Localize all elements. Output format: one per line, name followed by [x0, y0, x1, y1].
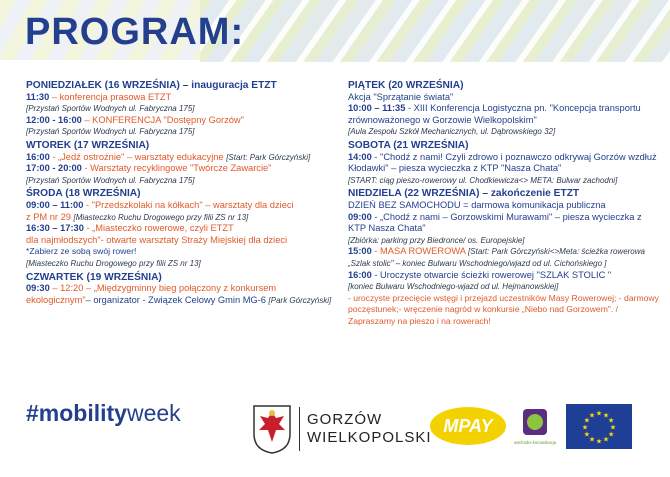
event-address: [Miasteczko Ruchu Drogowego przy filii ZS nr 13] — [26, 258, 201, 268]
event-time: 16:00 — [26, 151, 50, 162]
event-notes: - uroczyste przecięcie wstęgi i przejazd uczestników Masy Rowerowej; - darmowy poczęstunek;- wręczenie nagród w konkursie „Niebo nad Gorzowem". / Zapraszamy na pieszo i na rowerach! — [348, 292, 659, 326]
event-title: - "Chodź z nami! Czyli zdrowo i poznawczo odkrywaj Gorzów wzdłuż Kłodawki" – piesza wycieczka z KTP "Nasza Chata" — [348, 151, 657, 174]
event-title: - Uroczyste otwarcie ścieżki rowerowej "SZLAK STOLIC " — [371, 269, 612, 280]
eu-star-icon: ★ — [595, 438, 603, 446]
event-address: [Zbiórka: parking przy Biedronce/ os. Europejskie] — [348, 235, 525, 245]
event-address: [START: ciąg pieszo-rowerowy ul. Chodkiewicza<> META: Bulwar zachodni] — [348, 175, 618, 185]
event-title-cont: ekologicznym" — [26, 294, 86, 305]
mpay-logo-text: MPAY — [443, 416, 493, 436]
event-time: 14:00 — [348, 151, 372, 162]
event-address: [Przystań Sportów Wodnych ul. Fabryczna 175] — [26, 127, 195, 137]
event-address: [koniec Bulwaru Wschodniego-wjazd od ul. Hejmanowskiej] — [348, 282, 559, 292]
program-left-column — [26, 78, 336, 306]
event-time: 17:00 - 20:00 — [26, 163, 82, 174]
event-address: [Start: Park Górczyński<>Meta: ścieżka rowerowa „Szlak stolic" – koniec Bulwaru Wschodniego/wjazd od ul. Cichońskiego ] — [348, 247, 645, 268]
event-title-cont: dla najmłodszych"- otwarte warsztaty Straży Miejskiej dla dzieci — [26, 234, 288, 245]
eu-star-icon: ★ — [602, 412, 610, 420]
day-event: – inauguracja ETZT — [179, 80, 277, 91]
event-title: KONFERENCJA "Dostępny Gorzów" — [92, 114, 244, 125]
separator: - — [83, 199, 92, 210]
page-title: PROGRAM: — [25, 11, 245, 53]
day-wednesday — [26, 188, 336, 269]
event-time: 15:00 — [348, 246, 372, 257]
hashtag-bold: #mobility — [26, 400, 127, 426]
eu-star-icon: ★ — [602, 436, 610, 444]
event-address: [Aula Zespołu Szkół Mechanicznych, ul. Dąbrowskiego 32] — [348, 127, 556, 137]
eu-star-icon: ★ — [588, 436, 596, 444]
separator: – — [81, 114, 93, 125]
day-saturday — [348, 140, 660, 186]
header-stripes — [200, 0, 670, 62]
hashtag — [26, 400, 181, 427]
day-heading: CZWARTEK (19 WRZEŚNIA) — [26, 271, 162, 283]
event-title: - XIII Konferencja Logistyczna pn. "Koncepcja transportu zrównoważonego w Gorzowie Wielkopolskim" — [348, 103, 641, 125]
free-transport: DZIEŃ BEZ SAMOCHODU = darmowa komunikacja publiczna — [348, 199, 606, 210]
day-heading: NIEDZIELA (22 WRZEŚNIA) — [348, 188, 480, 200]
day-sunday — [348, 188, 660, 327]
event-place: [Park Górczyński] — [268, 295, 332, 305]
eu-flag-icon — [566, 404, 632, 449]
separator: – — [49, 91, 60, 102]
eu-star-icon: ★ — [607, 417, 615, 425]
wiki-logo-text: wschodni-komunikacja — [513, 440, 557, 445]
day-heading: WTOREK (17 WRZEŚNIA) — [26, 139, 150, 151]
day-heading: PONIEDZIAŁEK (16 WRZEŚNIA) — [26, 80, 180, 91]
event-time: 09:30 — [26, 283, 50, 294]
event-title: „Miasteczko rowerowe, czyli ETZT — [92, 223, 234, 234]
event-address: [Przystań Sportów Wodnych ul. Fabryczna 175] — [26, 104, 195, 114]
event-time: 16:30 – 17:30 — [26, 223, 84, 234]
separator: - — [49, 151, 59, 162]
event-title: - „Chodź z nami – Gorzowskimi Murawami" – piesza wycieczka z KTP Nasza Chata" — [348, 211, 642, 234]
event-time: 10:00 – 11:35 — [348, 103, 406, 114]
event-organizer: – organizator - Związek Celowy Gmin MG-6 — [85, 294, 266, 305]
event-note: *Zabierz ze sobą swój rower! — [26, 246, 137, 257]
eu-star-icon: ★ — [583, 417, 591, 425]
program-right-column — [348, 78, 660, 327]
eu-star-icon: ★ — [583, 431, 591, 439]
day-event: – zakończenie ETZT — [479, 188, 580, 200]
event-title: Warsztaty recyklingowe "Twórcze Zawarcie" — [90, 163, 272, 174]
event-title: "Przedszkolaki na kółkach" – warsztaty dla dzieci — [91, 199, 294, 210]
separator: - — [81, 163, 91, 174]
event-title-cont: z PM nr 29 — [26, 211, 71, 222]
eu-star-icon: ★ — [609, 424, 617, 432]
event-place: [Start: Park Górczyński] — [226, 152, 311, 162]
city-name — [307, 411, 432, 447]
mpay-logo — [428, 405, 508, 447]
event-title: 12:20 – „Międzygminny bieg połączony z konkursem — [60, 283, 277, 294]
eu-star-icon: ★ — [607, 431, 615, 439]
event-title: konferencja prasowa ETZT — [59, 91, 172, 102]
crest-icon — [252, 404, 292, 454]
wiki-logo — [513, 407, 557, 449]
event-time: 12:00 - 16:00 — [26, 114, 82, 125]
day-heading: PIĄTEK (20 WRZEŚNIA) — [348, 80, 464, 91]
event-intro: Akcja "Sprzątanie świata" — [348, 91, 454, 102]
day-heading: SOBOTA (21 WRZEŚNIA) — [348, 139, 469, 151]
day-friday — [348, 80, 660, 138]
day-tuesday — [26, 140, 336, 186]
event-address: [Przystań Sportów Wodnych ul. Fabryczna 175] — [26, 175, 195, 185]
event-time: 11:30 — [26, 91, 50, 102]
event-time: 16:00 — [348, 269, 372, 280]
hashtag-rest: week — [126, 400, 181, 426]
logo-divider — [299, 407, 300, 451]
city-name-line2: WIELKOPOLSKI — [307, 429, 432, 446]
gorzow-logo — [252, 403, 432, 455]
city-name-line1: GORZÓW — [307, 411, 383, 428]
event-title: - MASA ROWEROWA — [371, 246, 469, 257]
event-time: 09:00 — [348, 211, 372, 222]
eu-star-icon: ★ — [595, 410, 603, 418]
eu-star-icon: ★ — [581, 424, 589, 432]
day-heading: ŚRODA (18 WRZEŚNIA) — [26, 188, 141, 200]
event-title: „Jedź ostrożnie" – warsztaty edukacyjne — [58, 151, 224, 162]
eu-star-icon: ★ — [588, 412, 596, 420]
event-time: 09:00 – 11:00 — [26, 199, 84, 210]
day-thursday — [26, 272, 336, 307]
separator: - — [83, 223, 93, 234]
separator: – — [49, 283, 61, 294]
day-monday — [26, 80, 336, 138]
event-place: [Miasteczko Ruchu Drogowego przy filii ZS nr 13] — [73, 212, 249, 222]
